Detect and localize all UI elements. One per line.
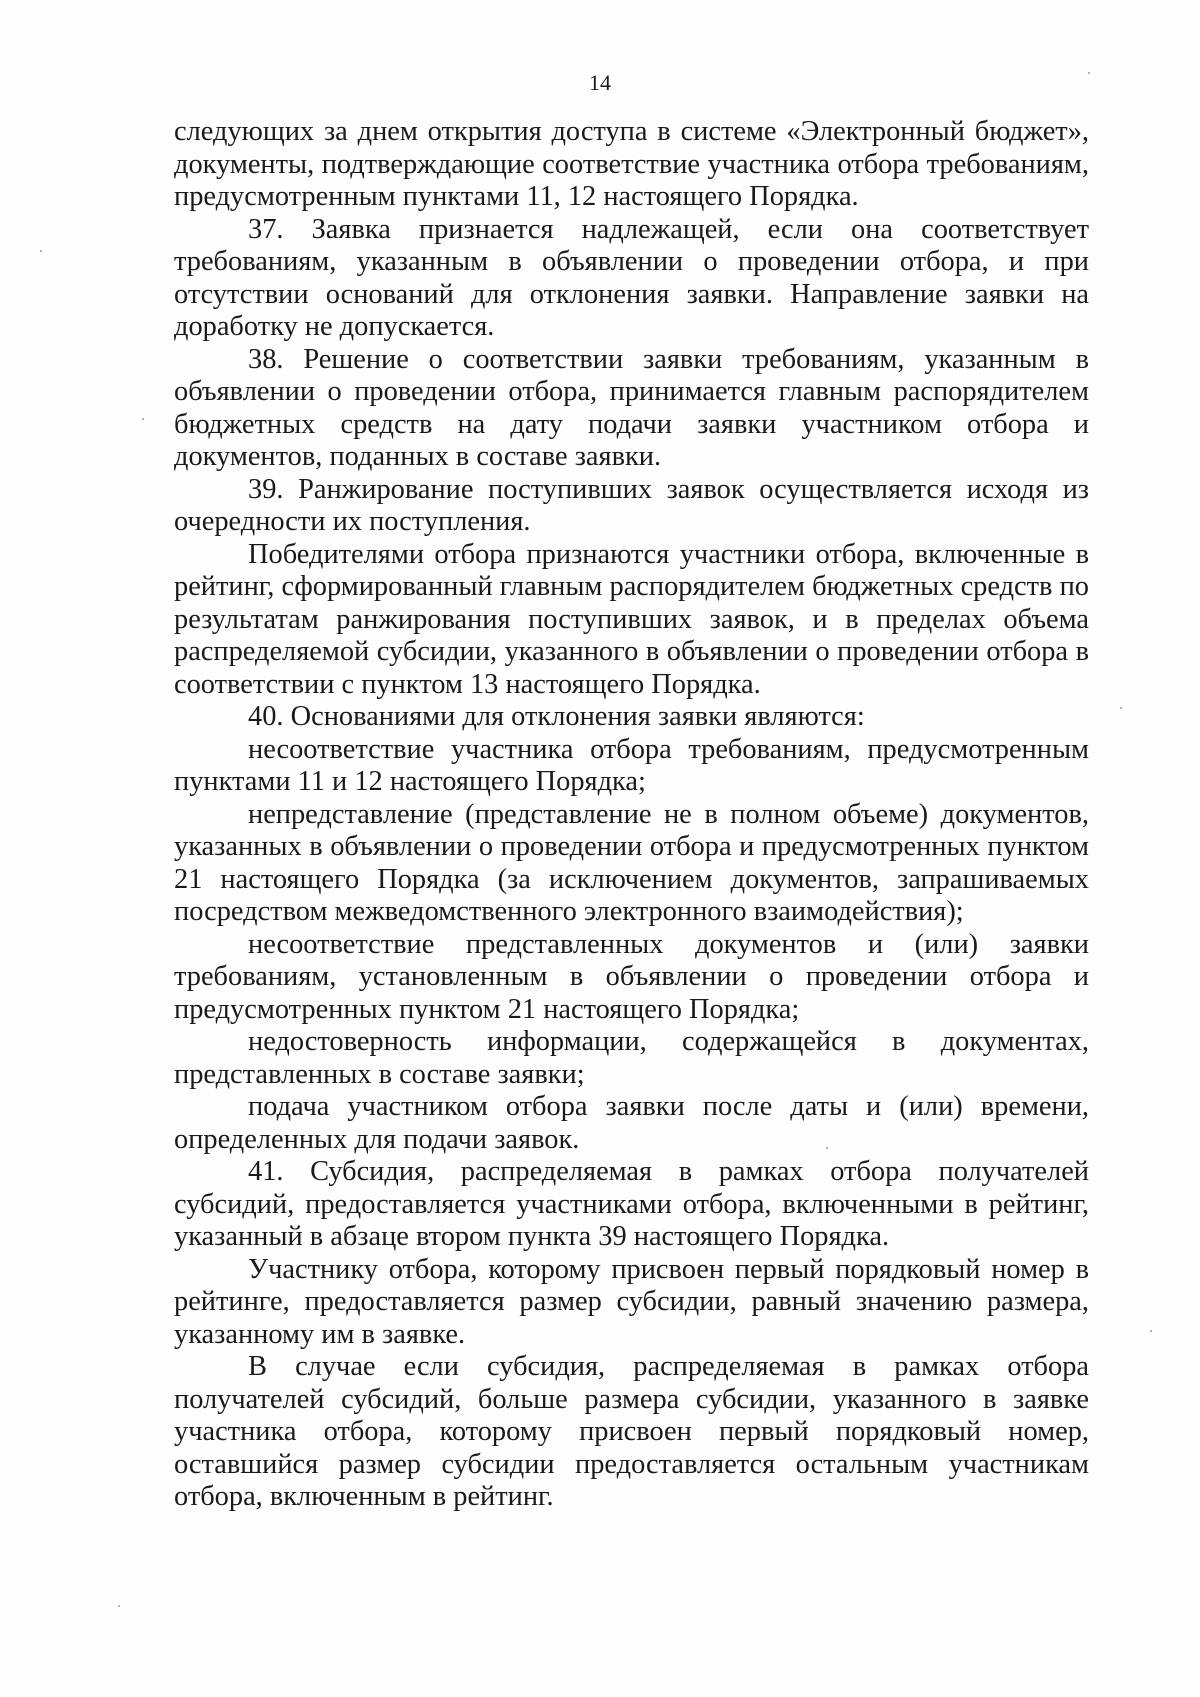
paragraph-40-item-4: недостоверность информации, содержащейся в документах, представленных в составе заявки; [174,1026,1089,1090]
paragraph-38: 38. Решение о соответствии заявки требованиям, указанным в объявлении о проведении отбора, принимается главным распорядителем бюджетных средств на дату подачи заявки участником отбора и документов, поданных в составе заявки. [174,343,1089,472]
paragraph-40-item-5: подача участником отбора заявки после даты и (или) времени, определенных для подачи заявок. [174,1091,1089,1155]
paragraph-continuation: следующих за днем открытия доступа в системе «Электронный бюджет», документы, подтверждающие соответствие участника отбора требованиям, предусмотренным пунктами 11, 12 настоящего Порядка. [174,116,1089,212]
document-body [174,116,1089,1514]
paragraph-41: 41. Субсидия, распределяемая в рамках отбора получателей субсидий, предоставляется участниками отбора, включенными в рейтинг, указанный в абзаце втором пункта 39 настоящего Порядка. [174,1156,1089,1252]
paragraph-40: 40. Основаниями для отклонения заявки являются: [248,701,865,732]
paragraph-37: 37. Заявка признается надлежащей, если она соответствует требованиям, указанным в объявлении о проведении отбора, и при отсутствии оснований для отклонения заявки. Направление заявки на доработку не допускается. [174,213,1089,342]
page-number: 14 [589,70,611,95]
paragraph-40-item-1: несоответствие участника отбора требованиям, предусмотренным пунктами 11 и 12 настоящего Порядка; [174,733,1089,797]
paragraph-40-item-3: несоответствие представленных документов и (или) заявки требованиям, установленным в объявлении о проведении отбора и предусмотренных пунктом 21 настоящего Порядка; [174,928,1089,1025]
paragraph-40-item-2: непредставление (представление не в полном объеме) документов, указанных в объявлении о проведении отбора и предусмотренных пунктом 21 настоящего Порядка (за исключением документов, запрашиваемых посредством межведомственного электронного взаимодействия); [174,798,1089,927]
paragraph-39: 39. Ранжирование поступивших заявок осуществляется исходя из очередности их поступления. [174,473,1089,537]
paragraph-41-first-rank: Участнику отбора, которому присвоен первый порядковый номер в рейтинге, предоставляется размер субсидии, равный значению размера, указанному им в заявке. [174,1253,1089,1350]
paragraph-39-winners: Победителями отбора признаются участники отбора, включенные в рейтинг, сформированный главным распорядителем бюджетных средств по результатам ранжирования поступивших заявок, и в пределах объема распределяемой субсидии, указанного в объявлении о проведении отбора в соответствии с пунктом 13 настоящего Порядка. [174,538,1089,700]
paragraph-41-remaining: В случае если субсидия, распределяемая в рамках отбора получателей субсидий, больше размера субсидии, указанного в заявке участника отбора, которому присвоен первый порядковый номер, оставшийся размер субсидии предоставляется остальным участникам отбора, включенным в рейтинг. [174,1351,1089,1512]
